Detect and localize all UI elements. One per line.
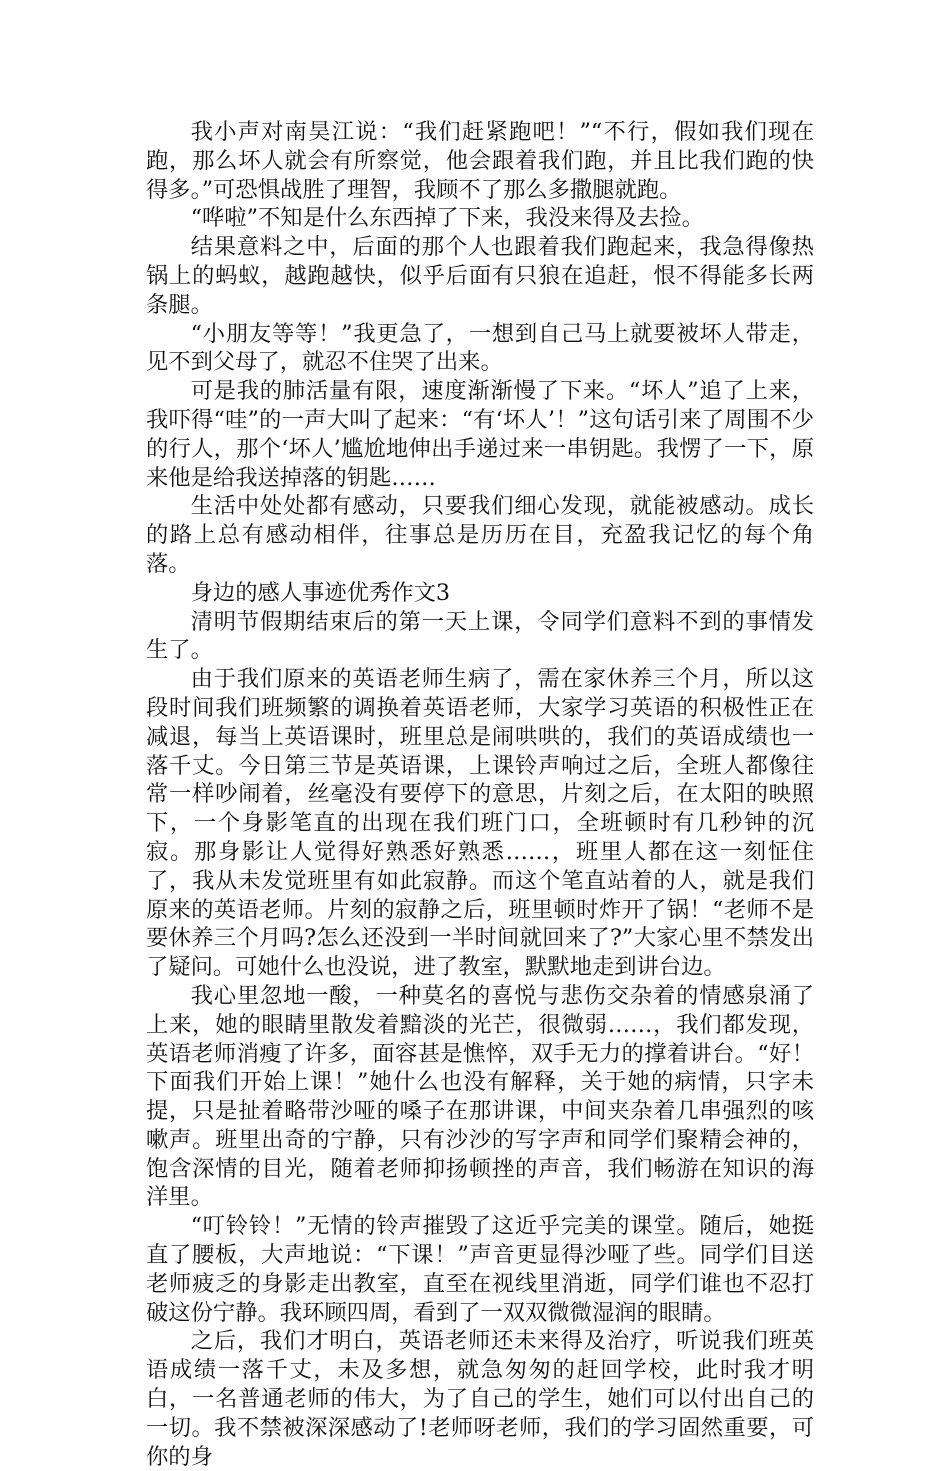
document-page — [146, 118, 814, 1471]
paragraph: 之后，我们才明白，英语老师还未来得及治疗，听说我们班英语成绩一落千丈，未及多想，就急匆匆的赶回学校，此时我才明白，一名普通老师的伟大，为了自己的学生，她们可以付出自己的一切。我不禁被深深感动了!老师呀老师，我们的学习固然重要，可你的身 — [146, 1328, 814, 1470]
paragraph: 由于我们原来的英语老师生病了，需在家休养三个月，所以这段时间我们班频繁的调换着英语老师，大家学习英语的积极性正在减退，每当上英语课时，班里总是闹哄哄的，我们的英语成绩也一落千丈。今日第三节是英语课，上课铃声响过之后，全班人都像往常一样吵闹着，丝毫没有要停下的意思，片刻之后，在太阳的映照下，一个身影笔直的出现在我们班门口，全班顿时有几秒钟的沉寂。那身影让人觉得好熟悉好熟悉……，班里人都在这一刻怔住了，我从未发觉班里有如此寂静。而这个笔直站着的人，就是我们原来的英语老师。片刻的寂静之后，班里顿时炸开了锅！“老师不是要休养三个月吗?怎么还没到一半时间就回来了?”大家心里不禁发出了疑问。可她什么也没说，进了教室，默默地走到讲台边。 — [146, 666, 814, 981]
paragraph: 可是我的肺活量有限，速度渐渐慢了下来。“坏人”追了上来，我吓得“哇”的一声大叫了起来：“有‘坏人’！”这句话引来了周围不少的行人，那个‘坏人’尴尬地伸出手递过来一串钥匙。我愣了一下，原来他是给我送掉落的钥匙…… — [146, 378, 814, 491]
paragraph: “叮铃铃！”无情的铃声摧毁了这近乎完美的课堂。随后，她挺直了腰板，大声地说：“下课！”声音更显得沙哑了些。同学们目送老师疲乏的身影走出教室，直至在视线里消逝，同学们谁也不忍打破这份宁静。我环顾四周，看到了一双双微微湿润的眼睛。 — [146, 1213, 814, 1326]
paragraph: 生活中处处都有感动，只要我们细心发现，就能被感动。成长的路上总有感动相伴，往事总是历历在目，充盈我记忆的每个角落。 — [146, 493, 814, 577]
paragraph: 我心里忽地一酸，一种莫名的喜悦与悲伤交杂着的情感泉涌了上来，她的眼睛里散发着黯淡的光芒，很微弱……，我们都发现，英语老师消瘦了许多，面容甚是憔悴，双手无力的撑着讲台。“好！下面我们开始上课！”她什么也没有解释，关于她的病情，只字未提，只是扯着略带沙哑的嗓子在那讲课，中间夹杂着几串强烈的咳嗽声。班里出奇的宁静，只有沙沙的写字声和同学们聚精会神的，饱含深情的目光，随着老师抑扬顿挫的声音，我们畅游在知识的海洋里。 — [146, 982, 814, 1211]
paragraph: 清明节假期结束后的第一天上课，令同学们意料不到的事情发生了。 — [146, 608, 814, 664]
paragraph: 结果意料之中，后面的那个人也跟着我们跑起来，我急得像热锅上的蚂蚁，越跑越快，似乎后面有只狼在追赶，恨不得能多长两条腿。 — [146, 234, 814, 318]
section-heading: 身边的感人事迹优秀作文3 — [190, 579, 451, 606]
paragraph: “哗啦”不知是什么东西掉了下来，我没来得及去捡。 — [190, 205, 704, 232]
paragraph: “小朋友等等！”我更急了，一想到自己马上就要被坏人带走，见不到父母了，就忍不住哭了出来。 — [146, 320, 814, 376]
paragraph: 我小声对南昊江说：“我们赶紧跑吧！”“不行，假如我们现在跑，那么坏人就会有所察觉，他会跟着我们跑，并且比我们跑的快得多。”可恐惧战胜了理智，我顾不了那么多撒腿就跑。 — [146, 119, 814, 203]
